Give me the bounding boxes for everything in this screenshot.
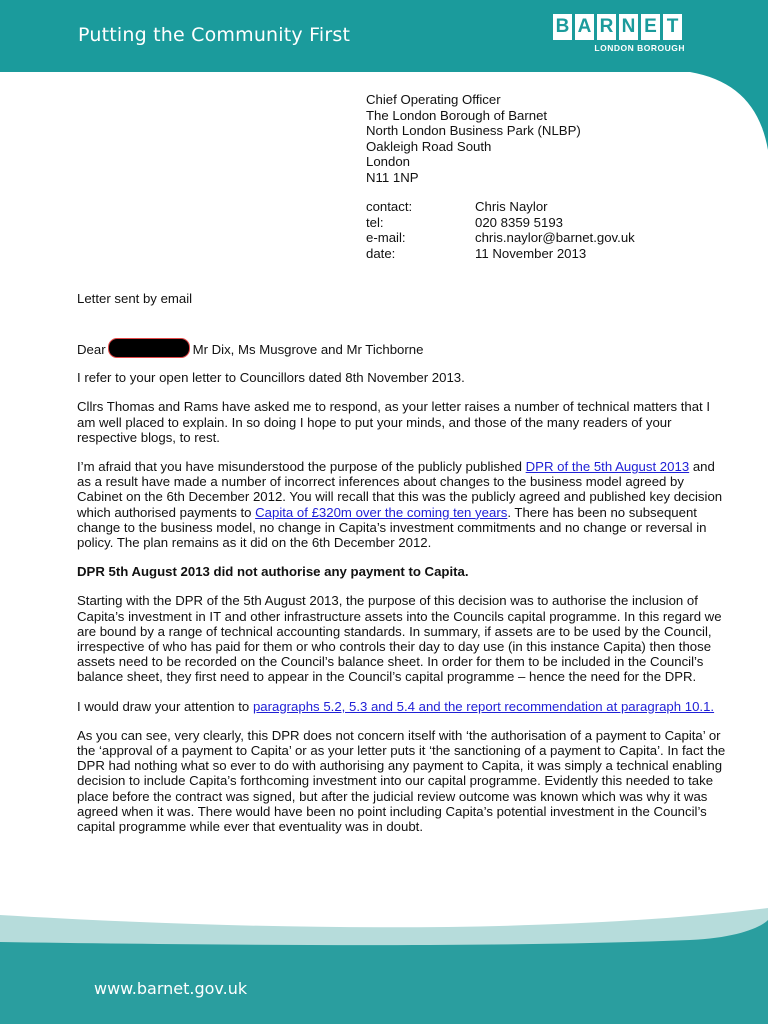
footer-website: www.barnet.gov.uk [94, 979, 248, 998]
sender-address [366, 92, 581, 185]
logo-letter: E [641, 14, 660, 40]
paragraph-4: Starting with the DPR of the 5th August 2013, the purpose of this decision was to authorise the inclusion of Capita’s investment in IT and other infrastructure assets into the Councils capital programme. In this regard we are bound by a range of technical accounting standards. In summary, if assets are to be used by the Council, irrespective of who has paid for them or who controls their day to day use (in this instance Capita) then those assets need to be recorded on the Council’s balance sheet. In order for them to be included in the Council’s balance sheet, they first need to appear in the Council’s capital programme – hence the need for the DPR. [77, 593, 722, 685]
contact-label: contact: [366, 199, 413, 214]
logo-letters [553, 14, 687, 40]
contact-value: Chris Naylor [475, 199, 548, 214]
paragraph-3-text-b: and as a result have made a number of incorrect inferences about changes to the business model agreed by Cabinet on the 6th December 2012. You will recall that this was the publicly agreed and published key decision which authorised payments to [77, 459, 723, 520]
address-line: N11 1NP [366, 169, 419, 185]
paragraph-5 [77, 699, 732, 714]
capita-payments-link[interactable]: Capita of £320m over the coming ten years [255, 504, 508, 520]
salutation-names: Mr Dix, Ms Musgrove and Mr Tichborne [192, 342, 424, 358]
logo-subtitle: LONDON BOROUGH [594, 43, 685, 53]
date-label: date: [366, 245, 396, 261]
salutation [77, 338, 732, 358]
email-label: e-mail: [366, 230, 406, 245]
contact-details [366, 199, 635, 261]
paragraph-3 [77, 459, 732, 550]
paragraphs-link[interactable]: paragraphs 5.2, 5.3 and 5.4 and the report recommendation at paragraph 10.1. [252, 698, 715, 714]
logo-letter: B [553, 14, 572, 40]
header-tagline: Putting the Community First [78, 24, 351, 46]
logo-letter: T [663, 14, 682, 40]
salutation-prefix: Dear [77, 342, 106, 358]
paragraph-1: I refer to your open letter to Councillors dated 8th November 2013. [77, 370, 465, 386]
paragraph-2: Cllrs Thomas and Rams have asked me to respond, as your letter raises a number of technical matters that I am well placed to explain. In so doing I hope to put your minds, and those of the many readers of your respective blogs, to rest. [77, 399, 711, 445]
sent-note: Letter sent by email [77, 291, 193, 306]
letter-body [77, 291, 732, 848]
paragraph-3-text-a: I’m afraid that you have misunderstood the purpose of the publicly published [77, 459, 526, 475]
tel-label: tel: [366, 214, 384, 230]
address-line: North London Business Park (NLBP) [366, 123, 581, 138]
address-line: Oakleigh Road South [366, 138, 492, 154]
paragraph-3-text-c: . There has been no subsequent change to the business model, no change in Capita’s investment commitments and no change or reversal in policy. The plan remains as it did on the 6th December 2012. [77, 504, 707, 551]
tel-value: 020 8359 5193 [475, 214, 564, 230]
contact-row [366, 199, 635, 215]
barnet-logo [553, 14, 687, 53]
logo-letter: A [575, 14, 594, 40]
logo-letter: N [619, 14, 638, 40]
contact-row [366, 246, 635, 262]
paragraph-6: As you can see, very clearly, this DPR does not concern itself with ‘the authorisation of a payment to Capita’ or the ‘approval of a payment to Capita’ or as your letter puts it ‘the sanctioning of a payment to Capita’. In fact the DPR had nothing what so ever to do with authorising any payment to Capita, it was simply a technical enabling decision to include Capita’s forthcoming investment into our capital programme. Evidently this needed to take place before the contract was signed, but after the judicial review outcome was known which was why it was agreed when it was. There would have been no point including Capita’s potential investment in the Council’s capital programme while ever that eventuality was in doubt. [77, 727, 726, 835]
dpr-link[interactable]: DPR of the 5th August 2013 [525, 459, 690, 475]
section-heading: DPR 5th August 2013 did not authorise any payment to Capita. [77, 564, 469, 580]
paragraph-5-text: I would draw your attention to [77, 698, 253, 714]
contact-row [366, 230, 635, 246]
contact-row [366, 215, 635, 231]
address-line: London [366, 154, 411, 169]
logo-letter: R [597, 14, 616, 40]
date-value: 11 November 2013 [475, 245, 587, 261]
email-value: chris.naylor@barnet.gov.uk [475, 230, 635, 245]
address-line: Chief Operating Officer [366, 92, 501, 107]
address-line: The London Borough of Barnet [366, 107, 548, 123]
redacted-name [108, 338, 190, 358]
